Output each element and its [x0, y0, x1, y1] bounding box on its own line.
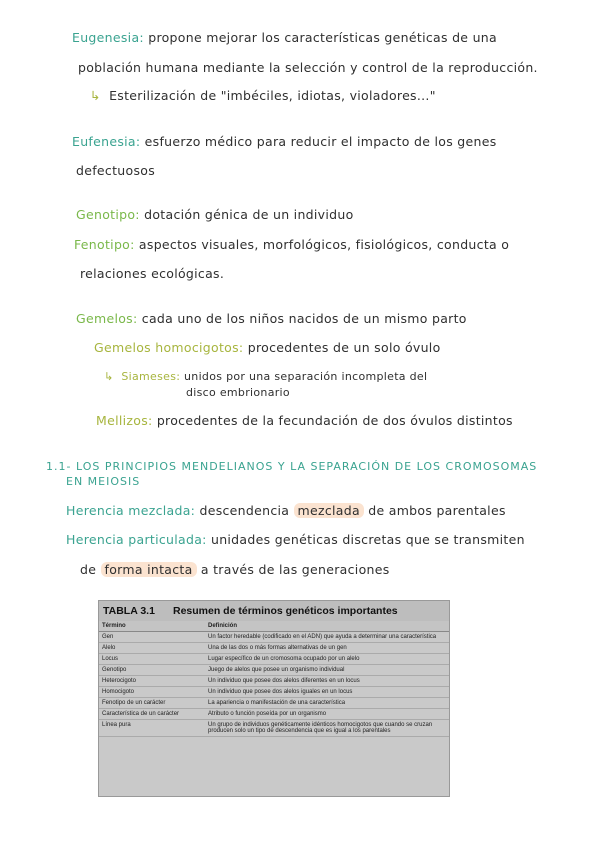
herencia-particulada-line-1: [66, 532, 525, 547]
table-cell-definition: Un individuo que posee dos alelos iguales en un locus: [205, 687, 449, 698]
term-homocigotos: Gemelos homocigotos:: [94, 340, 244, 355]
table-cell-definition: Un individuo que posee dos alelos diferentes en un locus: [205, 676, 449, 687]
table-row: [99, 632, 449, 643]
table-row: [99, 687, 449, 698]
table-row: [99, 720, 449, 737]
homocigotos-line: [94, 340, 441, 355]
table-cell-term: Fenotipo de un carácter: [99, 698, 205, 709]
def-eugenesia-2: población humana mediante la selección y control de la reproducción.: [78, 60, 538, 75]
table-title: Resumen de términos genéticos importantes: [173, 605, 398, 617]
table-cell-definition: Una de las dos o más formas alternativas de un gen: [205, 643, 449, 654]
herencia-mezclada-line: [66, 503, 506, 518]
table-cell-term: Heterocigoto: [99, 676, 205, 687]
curved-arrow-icon: ↳: [104, 370, 114, 383]
def-siameses-1: unidos por una separación incompleta del: [184, 370, 428, 383]
table-cell-term: Línea pura: [99, 720, 205, 737]
section-heading-1: 1.1- LOS PRINCIPIOS MENDELIANOS Y LA SEPARACIÓN DE LOS CROMOSOMAS: [46, 460, 538, 473]
def-mezclada-post: de ambos parentales: [368, 503, 506, 518]
term-herencia-mezclada: Herencia mezclada:: [66, 503, 196, 518]
table-photo: [98, 600, 450, 797]
table-cell-definition: La apariencia o manifestación de una característica: [205, 698, 449, 709]
term-gemelos: Gemelos:: [76, 311, 138, 326]
gemelos-line: [76, 311, 467, 326]
def-gemelos: cada uno de los niños nacidos de un mismo parto: [141, 311, 467, 326]
herencia-particulada-line-2: [80, 562, 390, 577]
highlight-forma-intacta: forma intacta: [101, 562, 197, 577]
genetic-terms-table: [99, 621, 449, 737]
genotipo-line: [76, 207, 354, 222]
table-row: [99, 698, 449, 709]
table-header-bar: [99, 601, 449, 621]
eufenesia-line-1: [72, 134, 497, 149]
def-eugenesia-sub: Esterilización de "imbéciles, idiotas, violadores...": [109, 88, 436, 103]
table-row: [99, 665, 449, 676]
def-particulada-1: unidades genéticas discretas que se transmiten: [210, 532, 525, 547]
term-fenotipo: Fenotipo:: [74, 237, 135, 252]
table-row: [99, 643, 449, 654]
eugenesia-line-1: [72, 30, 497, 45]
curved-arrow-icon: ↳: [90, 88, 101, 103]
def-mellizos: procedentes de la fecundación de dos óvulos distintos: [156, 413, 513, 428]
table-label: TABLA 3.1: [103, 605, 155, 617]
term-siameses: Siameses:: [121, 370, 181, 383]
table-cell-definition: Un grupo de individuos genéticamente idénticos homocigotos que cuando se cruzan producen solo un tipo de descendencia que es igual a los parentales: [205, 720, 449, 737]
term-eugenesia: Eugenesia:: [72, 30, 144, 45]
def-genotipo: dotación génica de un individuo: [144, 207, 354, 222]
def-mezclada-pre: descendencia: [199, 503, 290, 518]
table-cell-term: Gen: [99, 632, 205, 643]
section-heading-2: EN MEIOSIS: [66, 475, 141, 488]
mellizos-line: [96, 413, 513, 428]
def-homocigotos: procedentes de un solo óvulo: [247, 340, 441, 355]
col-def-header: Definición: [205, 621, 449, 632]
term-eufenesia: Eufenesia:: [72, 134, 141, 149]
eugenesia-sub: [90, 88, 436, 103]
table-cell-term: Homocigoto: [99, 687, 205, 698]
highlight-mezclada: mezclada: [294, 503, 364, 518]
term-herencia-particulada: Herencia particulada:: [66, 532, 207, 547]
table-row: [99, 709, 449, 720]
table-row: [99, 676, 449, 687]
table-cell-term: Característica de un carácter: [99, 709, 205, 720]
table-cell-term: Alelo: [99, 643, 205, 654]
col-term-header: Término: [99, 621, 205, 632]
def-eufenesia-2: defectuosos: [76, 163, 156, 178]
table-body: [99, 632, 449, 737]
siameses-line-1: [104, 370, 427, 383]
def-particulada-pre2: de: [80, 562, 97, 577]
table-cell-term: Locus: [99, 654, 205, 665]
table-cell-term: Genotipo: [99, 665, 205, 676]
fenotipo-line-1: [74, 237, 509, 252]
def-eufenesia-1: esfuerzo médico para reducir el impacto de los genes: [144, 134, 497, 149]
table-cell-definition: Juego de alelos que posee un organismo individual: [205, 665, 449, 676]
def-particulada-post2: a través de las generaciones: [200, 562, 390, 577]
def-fenotipo-2: relaciones ecológicas.: [80, 266, 225, 281]
def-eugenesia-1: propone mejorar los características genéticas de una: [148, 30, 497, 45]
table-cell-definition: Lugar específico de un cromosoma ocupado por un alelo: [205, 654, 449, 665]
table-cell-definition: Atributo o función poseída por un organismo: [205, 709, 449, 720]
table-row: [99, 654, 449, 665]
term-mellizos: Mellizos:: [96, 413, 153, 428]
def-siameses-2: disco embrionario: [186, 386, 290, 399]
def-fenotipo-1: aspectos visuales, morfológicos, fisiológicos, conducta o: [138, 237, 510, 252]
term-genotipo: Genotipo:: [76, 207, 140, 222]
table-cell-definition: Un factor heredable (codificado en el ADN) que ayuda a determinar una característica: [205, 632, 449, 643]
